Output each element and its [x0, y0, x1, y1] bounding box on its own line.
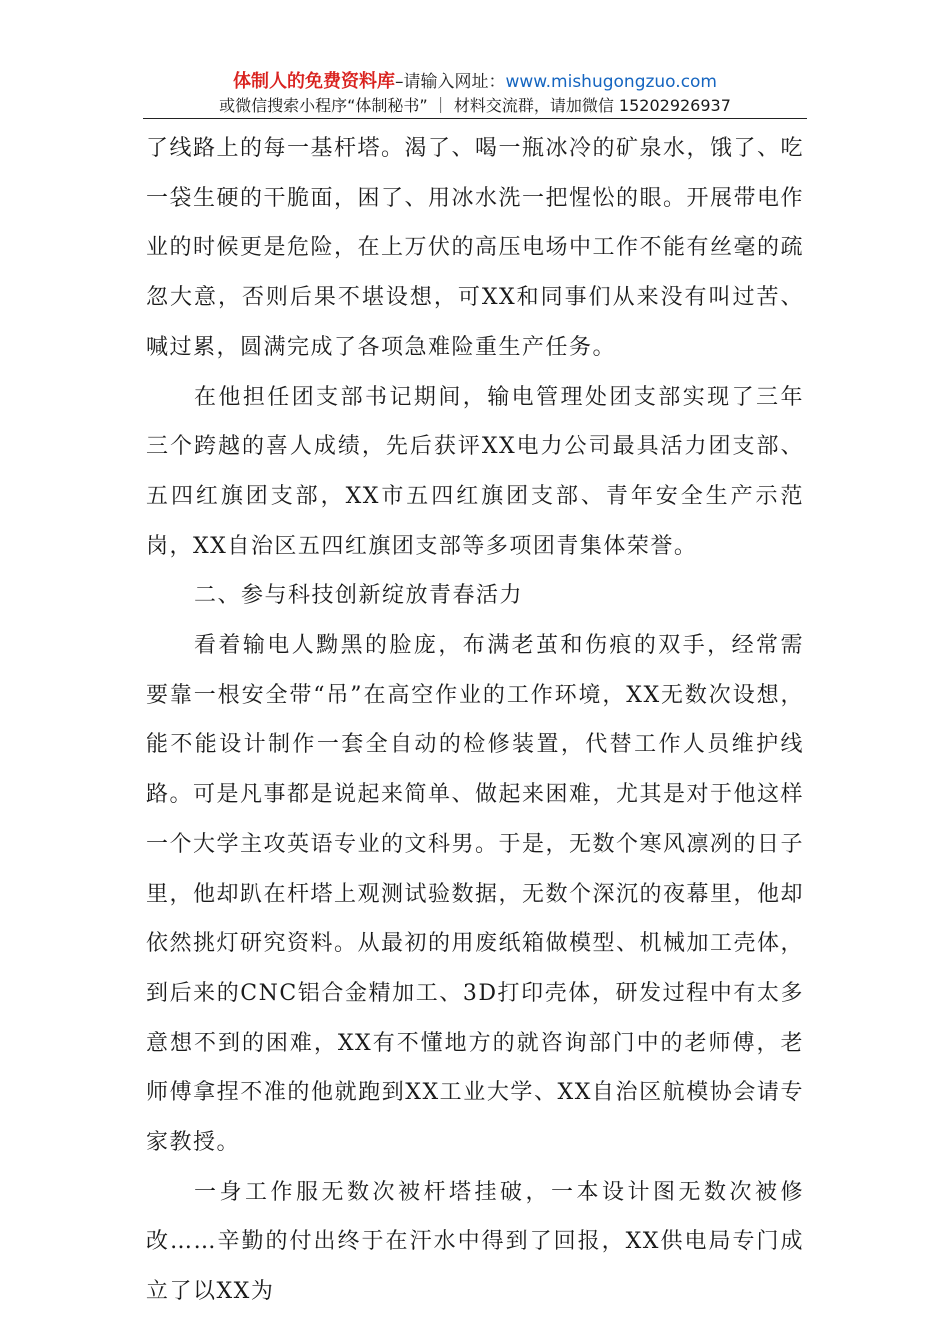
header-line-1: [143, 70, 807, 94]
paragraph: 了线路上的每一基杆塔。渴了、喝一瓶冰冷的矿泉水，饿了、吃一袋生硬的干脆面，困了、用冰水洗一把惺忪的眼。开展带电作业的时候更是危险，在上万伏的高压电场中工作不能有丝毫的疏忽大意，否则后果不堪设想，可XX和同事们从来没有叫过苦、喊过累，圆满完成了各项急难险重生产任务。: [146, 136, 805, 360]
header-line-2: 或微信搜索小程序“体制秘书” ｜ 材料交流群，请加微信 15202926937: [219, 96, 731, 115]
brand-title: 体制人的免费资料库: [232, 71, 395, 92]
paragraph: 一身工作服无数次被杆塔挂破，一本设计图无数次被修改……辛勤的付出终于在汗水中得到了回报，XX供电局专门成立了以XX为: [146, 1179, 804, 1305]
paragraph: 看着输电人黝黑的脸庞，布满老茧和伤痕的双手，经常需要靠一根安全带“吊”在高空作业的工作环境，XX无数次设想，能不能设计制作一套全自动的检修装置，代替工作人员维护线路。可是凡事都是说起来简单、做起来困难，尤其是对于他这样一个大学主攻英语专业的文科男。于是，无数个寒风凛冽的日子里，他却趴在杆塔上观测试验数据，无数个深沉的夜幕里，他却依然挑灯研究资料。从最初的用废纸箱做模型、机械加工壳体，到后来的CNC铝合金精加工、3D打印壳体，研发过程中有太多意想不到的困难，XX有不懂地方的就咨询部门中的老师傅，老师傅拿捏不准的他就跑到XX工业大学、XX自治区航模协会请专家教授。: [146, 633, 805, 1156]
url-prompt: –请输入网址：: [394, 72, 506, 92]
website-link[interactable]: www.mishugongzuo.com: [505, 72, 717, 92]
paragraph: 在他担任团支部书记期间，输电管理处团支部实现了三年三个跨越的喜人成绩，先后获评XX电力公司最具活力团支部、五四红旗团支部，XX市五四红旗团支部、青年安全生产示范岗，XX自治区五四红旗团支部等多项团青集体荣誉。: [146, 384, 804, 559]
section-heading: 二、参与科技创新绽放青春活力: [194, 583, 524, 609]
header-divider: [143, 118, 807, 119]
document-body: [146, 124, 804, 1317]
page-header: [143, 70, 807, 118]
